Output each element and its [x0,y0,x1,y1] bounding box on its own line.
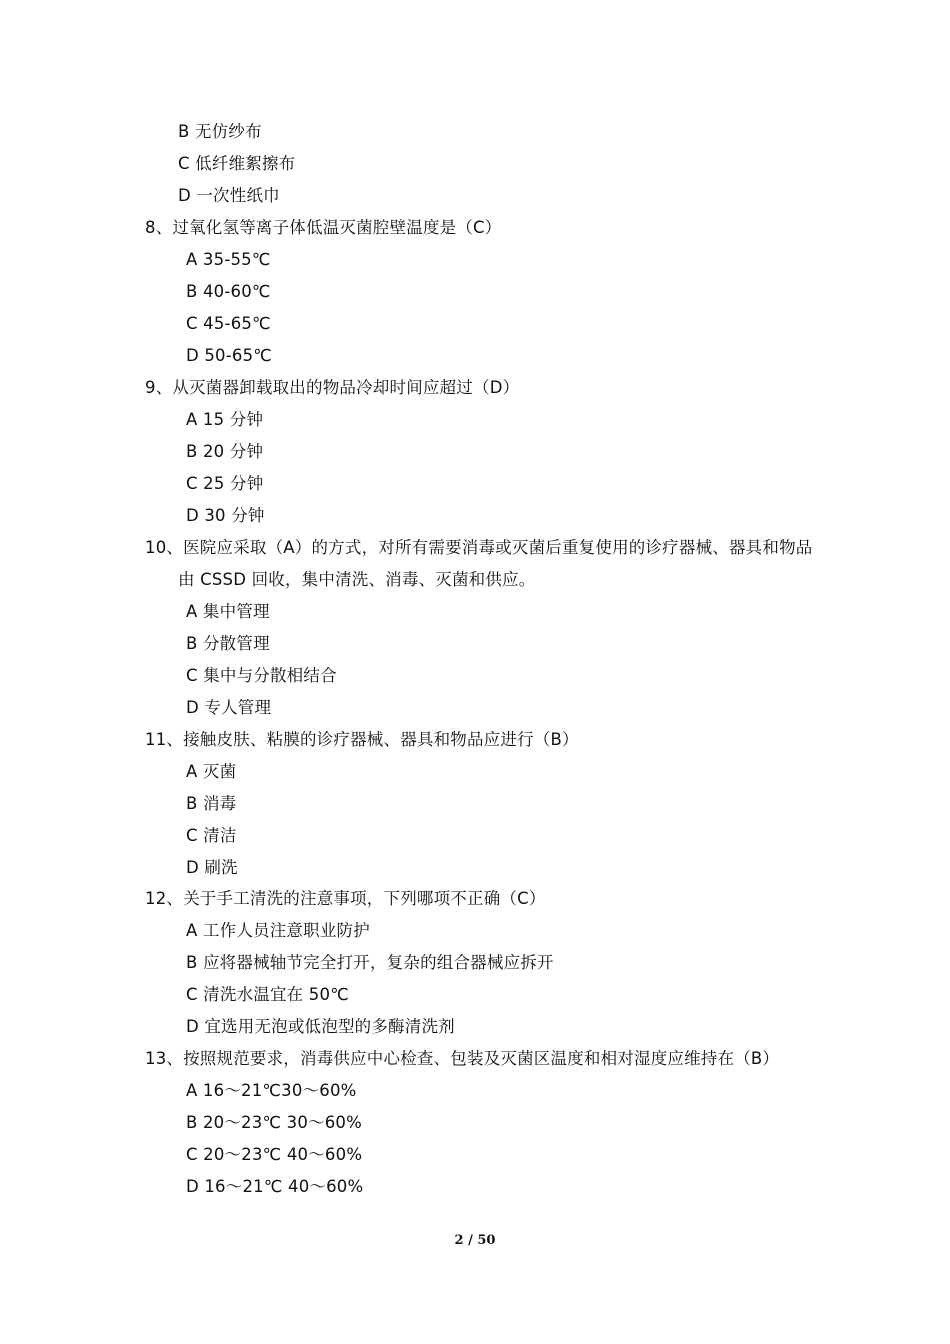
question-11: 11、接触皮肤、粘膜的诊疗器械、器具和物品应进行（B） [145,730,579,749]
question-12: 12、关于手工清洗的注意事项，下列哪项不正确（C） [145,889,546,908]
option-8d: D 50-65℃ [186,346,273,365]
option-9c: C 25 分钟 [186,474,264,493]
option-8c: C 45-65℃ [186,314,271,333]
option-9d: D 30 分钟 [186,506,265,525]
option-8a: A 35-55℃ [186,250,271,269]
option-12c: C 清洗水温宜在 50℃ [186,985,349,1004]
option-11d: D 刷洗 [186,858,238,877]
option-13b: B 20～23℃ 30～60% [186,1113,363,1132]
question-10-continued: 由 CSSD 回收，集中清洗、消毒、灭菌和供应。 [178,570,536,589]
question-9: 9、从灭菌器卸载取出的物品冷却时间应超过（D） [145,378,520,397]
option-10c: C 集中与分散相结合 [186,666,337,685]
question-13: 13、按照规范要求，消毒供应中心检查、包装及灭菌区温度和相对湿度应维持在（B） [145,1049,780,1068]
option-12b: B 应将器械轴节完全打开，复杂的组合器械应拆开 [186,953,554,972]
question-10: 10、医院应采取（A）的方式，对所有需要消毒或灭菌后重复使用的诊疗器械、器具和物品 [145,538,813,557]
option-7c: C 低纤维絮擦布 [178,154,296,173]
option-10b: B 分散管理 [186,634,270,653]
option-10d: D 专人管理 [186,698,272,717]
option-9a: A 15 分钟 [186,410,264,429]
option-8b: B 40-60℃ [186,282,271,301]
option-13a: A 16～21℃30～60% [186,1081,357,1100]
option-11c: C 清洁 [186,826,237,845]
option-12a: A 工作人员注意职业防护 [186,921,370,940]
option-10a: A 集中管理 [186,602,270,621]
question-8: 8、过氧化氢等离子体低温灭菌腔壁温度是（C） [145,218,502,237]
page-number: 2 / 50 [454,1233,496,1248]
option-13c: C 20～23℃ 40～60% [186,1145,363,1164]
option-12d: D 宜选用无泡或低泡型的多酶清洗剂 [186,1017,455,1036]
option-9b: B 20 分钟 [186,442,264,461]
option-7b: B 无仿纱布 [178,122,262,141]
option-7d: D 一次性纸巾 [178,186,280,205]
option-13d: D 16～21℃ 40～60% [186,1177,364,1196]
option-11a: A 灭菌 [186,762,237,781]
option-11b: B 消毒 [186,794,237,813]
